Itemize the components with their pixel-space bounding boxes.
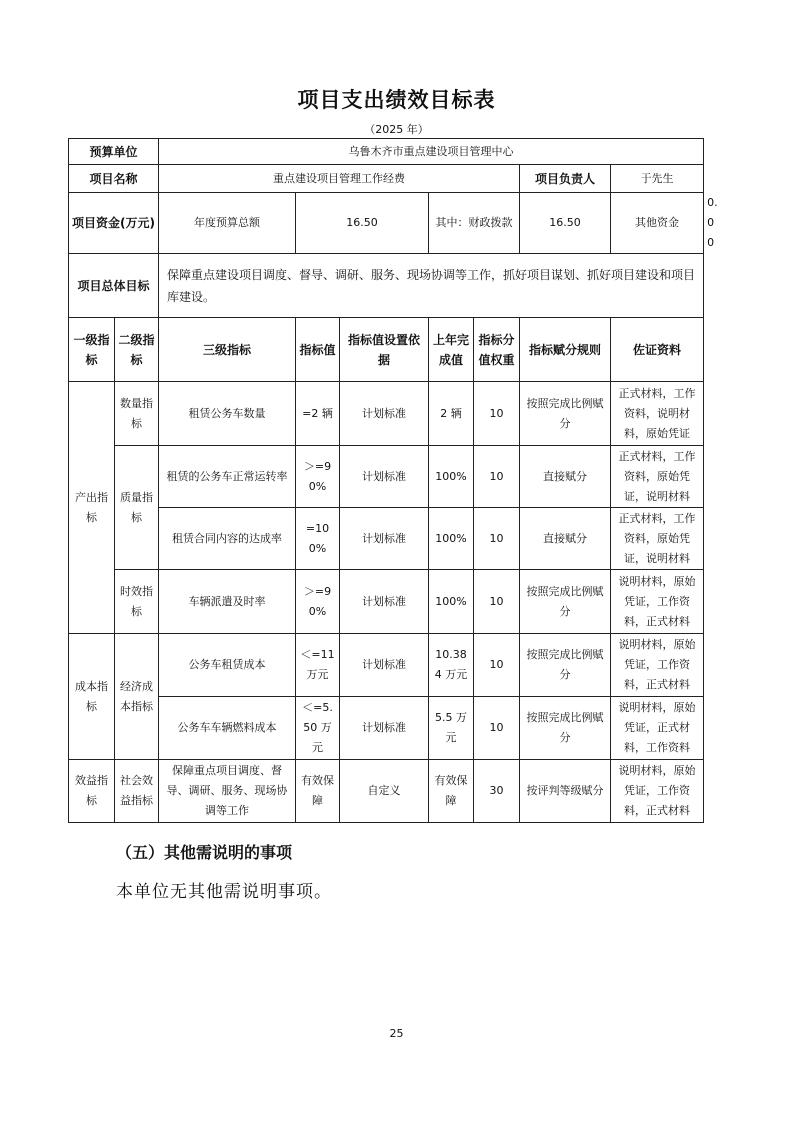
evidence: 正式材料，工作资料，原始凭证，说明材料 [611, 508, 704, 570]
header-level3: 三级指标 [159, 318, 296, 382]
indicator: 公务车租赁成本 [159, 634, 296, 697]
scoring-rule: 按照完成比例赋分 [520, 634, 611, 697]
indicator-basis: 计划标准 [340, 446, 429, 508]
indicator: 保障重点项目调度、督导、调研、服务、现场协调等工作 [159, 760, 296, 823]
indicator-value: ＜=5.50 万元 [296, 697, 340, 760]
group-benefit: 效益指标 [69, 760, 115, 823]
previous-value: 100% [429, 446, 474, 508]
indicator-value: =2 辆 [296, 382, 340, 446]
header-rule: 指标赋分规则 [520, 318, 611, 382]
scoring-rule: 按照完成比例赋分 [520, 382, 611, 446]
project-name-label: 项目名称 [69, 165, 159, 193]
group-cost: 成本指标 [69, 634, 115, 760]
weight: 10 [474, 697, 520, 760]
header-level2: 二级指标 [115, 318, 159, 382]
weight: 10 [474, 634, 520, 697]
project-fund-label: 项目资金(万元) [69, 193, 159, 254]
overall-goal-label: 项目总体目标 [69, 254, 159, 318]
indicator: 租赁公务车数量 [159, 382, 296, 446]
weight: 30 [474, 760, 520, 823]
overall-goal-value: 保障重点建设项目调度、督导、调研、服务、现场协调等工作，抓好项目谋划、抓好项目建设和项目库建设。 [159, 254, 704, 318]
indicator-value: 有效保障 [296, 760, 340, 823]
previous-value: 5.5 万元 [429, 697, 474, 760]
subgroup-timeliness: 时效指标 [115, 570, 159, 634]
indicator-basis: 计划标准 [340, 634, 429, 697]
subgroup-social: 社会效益指标 [115, 760, 159, 823]
scoring-rule: 按照完成比例赋分 [520, 570, 611, 634]
header-weight: 指标分值权重 [474, 318, 520, 382]
weight: 10 [474, 446, 520, 508]
scoring-rule: 按评判等级赋分 [520, 760, 611, 823]
evidence: 正式材料，工作资料，说明材料，原始凭证 [611, 382, 704, 446]
table-row [69, 446, 704, 508]
scoring-rule: 直接赋分 [520, 508, 611, 570]
fiscal-allocation-label: 其中：财政拨款 [429, 193, 520, 254]
project-name-value: 重点建设项目管理工作经费 [159, 165, 520, 193]
evidence: 正式材料，工作资料，原始凭证，说明材料 [611, 446, 704, 508]
indicator: 车辆派遣及时率 [159, 570, 296, 634]
header-previous: 上年完成值 [429, 318, 474, 382]
previous-value: 10.384 万元 [429, 634, 474, 697]
header-level1: 一级指标 [69, 318, 115, 382]
subgroup-quality: 质量指标 [115, 446, 159, 570]
table-row [69, 760, 704, 823]
indicator-basis: 计划标准 [340, 697, 429, 760]
header-basis: 指标值设置依据 [340, 318, 429, 382]
scoring-rule: 按照完成比例赋分 [520, 697, 611, 760]
indicator: 租赁合同内容的达成率 [159, 508, 296, 570]
header-value: 指标值 [296, 318, 340, 382]
table-row [69, 382, 704, 446]
weight: 10 [474, 570, 520, 634]
table-row [69, 508, 704, 570]
scoring-rule: 直接赋分 [520, 446, 611, 508]
header-row [69, 318, 704, 382]
table-title: 项目支出绩效目标表 [297, 88, 496, 112]
budget-unit-value: 乌鲁木齐市重点建设项目管理中心 [159, 139, 704, 165]
header-evidence: 佐证资料 [611, 318, 704, 382]
table-row [69, 570, 704, 634]
evidence: 说明材料，原始凭证，工作资料，正式材料 [611, 570, 704, 634]
project-leader-value: 于先生 [611, 165, 704, 193]
indicator-value: ＞=90% [296, 446, 340, 508]
indicator-basis: 计划标准 [340, 570, 429, 634]
annual-budget-value: 16.50 [296, 193, 429, 254]
indicator-value: =100% [296, 508, 340, 570]
previous-value: 有效保障 [429, 760, 474, 823]
previous-value: 100% [429, 508, 474, 570]
indicator: 公务车车辆燃料成本 [159, 697, 296, 760]
performance-goal-table: 预算单位 乌鲁木齐市重点建设项目管理中心 项目名称 重点建设项目管理工作经费 项目负责人 于先生 项目资金(万元) 年度预算总额 16.50 其中：财政拨款 16.50 其他资金 0.00 项目总体目标 保障重点建设项目调度、督导、调研、服务、现场协调等工作，抓好项目谋划、抓好项目建设和项目库建设。 一级指标 二级指标 三级指标 指标值 指标值设置依据 上年完成值 指标分值权重 指标赋分规则 佐证资料 产出指标 数量指标 租赁公务车数量 =2 辆 计划标准 2 辆 10 按照完成比例赋分 正式材料，工作资料，说明材料，原始凭证 质量指标 租赁的公务车正常运转率 ＞=90% 计划标准 100% 10 直接赋分 正式材料，工作资料，原始凭证，说明材料 租赁合同内容的达成率 =100% 计划标准 100% 10 直接赋分 正式材料，工作资料，原始凭证，说明材料 时效指标 车辆派遣及时率 ＞=90% 计划标准 100% 10 按照完成比例赋分 说明材料，原始凭证，工作资料，正式材料 成本指标 经济成本指标 公务车租赁成本 ＜=11 万元 计划标准 10.384 万元 10 按照完成比例赋分 说明材料，原始凭证，工作资料，正式材料 公务车车辆燃料成本 ＜=5.50 万元 计划标准 5.5 万元 10 按照完成比例赋分 说明材料，原始凭证，正式材料，工作资料 效益指标 社会效益指标 保障重点项目调度、督导、调研、服务、现场协调等工作 有效保障 自定义 有效保障 30 按评判等级赋分 说明材料，原始凭证，工作资料，正式材料 [68, 138, 704, 823]
table-row [69, 697, 704, 760]
budget-unit-label: 预算单位 [69, 139, 159, 165]
subgroup-quantity: 数量指标 [115, 382, 159, 446]
other-funds-label: 其他资金 [611, 193, 704, 254]
previous-value: 100% [429, 570, 474, 634]
section-heading: （五）其他需说明的事项 [116, 843, 293, 862]
project-leader-label: 项目负责人 [520, 165, 611, 193]
indicator-basis: 计划标准 [340, 382, 429, 446]
table-year: （2025 年） [364, 123, 429, 136]
indicator-value: ＜=11 万元 [296, 634, 340, 697]
group-output: 产出指标 [69, 382, 115, 634]
subgroup-economic: 经济成本指标 [115, 634, 159, 760]
section-body: 本单位无其他需说明事项。 [116, 882, 332, 902]
weight: 10 [474, 382, 520, 446]
indicator: 租赁的公务车正常运转率 [159, 446, 296, 508]
previous-value: 2 辆 [429, 382, 474, 446]
evidence: 说明材料，原始凭证，工作资料，正式材料 [611, 760, 704, 823]
fiscal-allocation-value: 16.50 [520, 193, 611, 254]
indicator-value: ＞=90% [296, 570, 340, 634]
table-row [69, 634, 704, 697]
indicator-basis: 计划标准 [340, 508, 429, 570]
evidence: 说明材料，原始凭证，工作资料，正式材料 [611, 634, 704, 697]
evidence: 说明材料，原始凭证，正式材料，工作资料 [611, 697, 704, 760]
indicator-basis: 自定义 [340, 760, 429, 823]
page-number: 25 [389, 1027, 404, 1040]
annual-budget-label: 年度预算总额 [159, 193, 296, 254]
weight: 10 [474, 508, 520, 570]
